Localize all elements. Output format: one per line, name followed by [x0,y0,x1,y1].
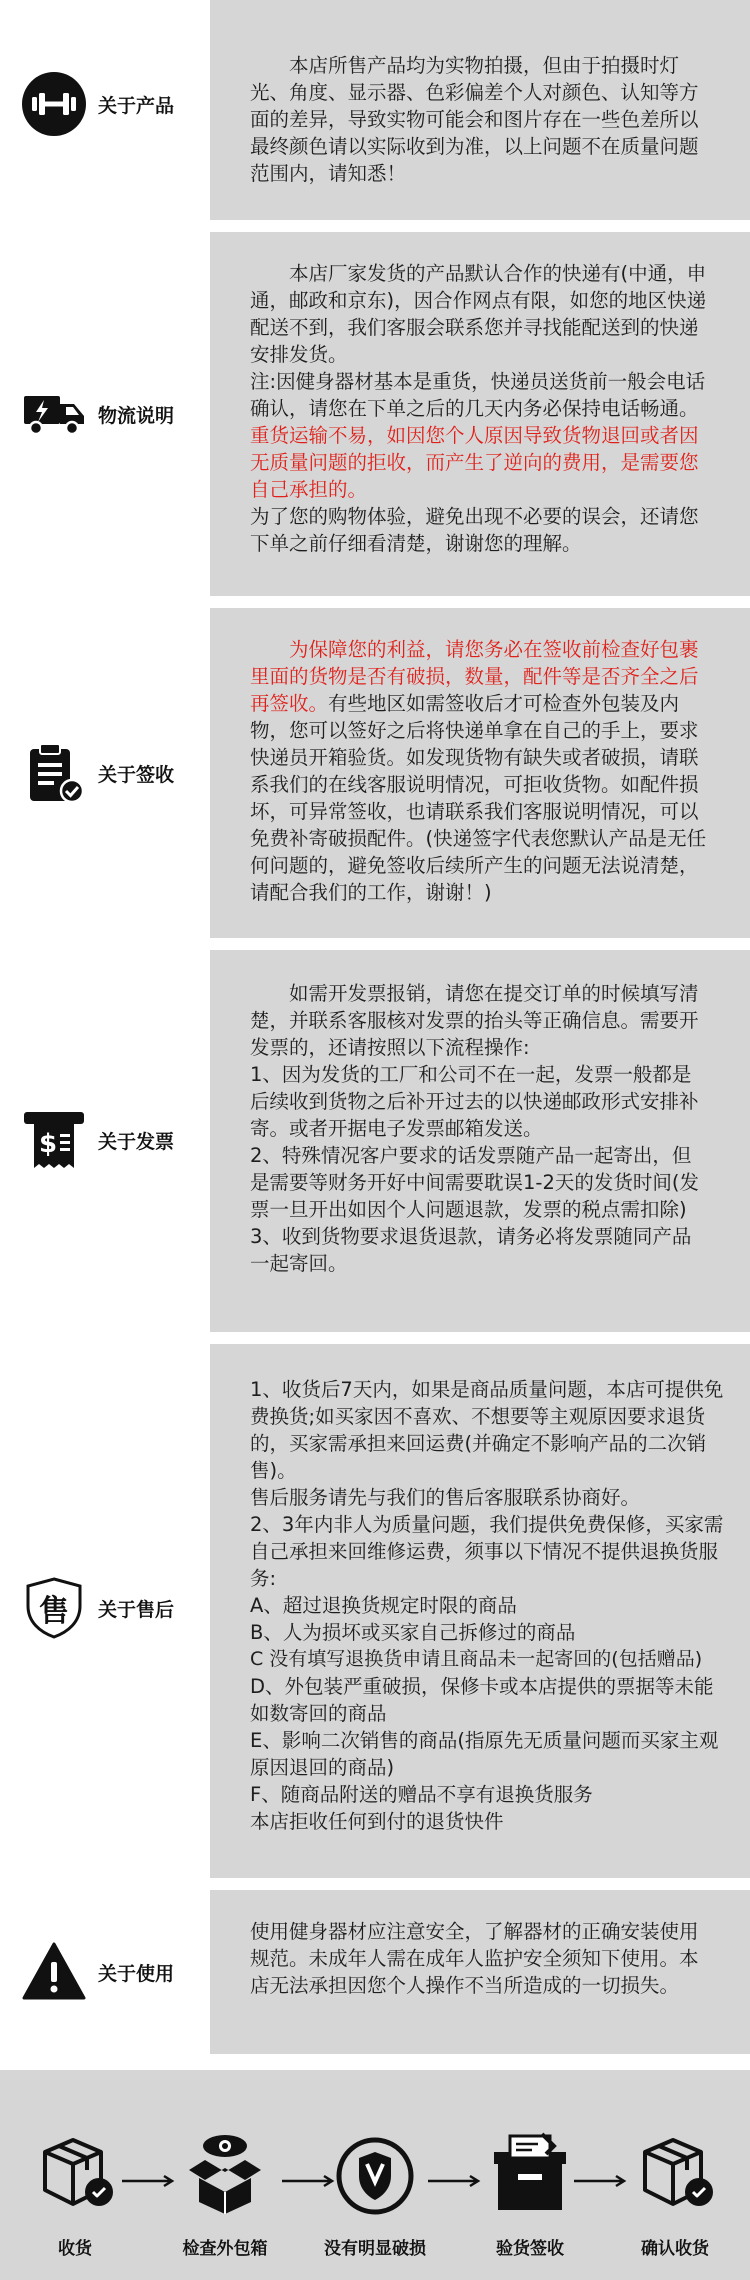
flow-step-inspect-sign [455,2130,605,2259]
paragraph: C 没有填写退换货申请且商品未一起寄回的(包括赠品) [250,1648,703,1670]
paragraph: A、超过退换货规定时限的商品 [250,1594,517,1617]
section-invoice [0,950,750,1332]
flow-step-inspect-box [150,2130,300,2259]
paragraph: E、影响二次销售的商品(指原先无质量问题而买家主观原因退回的商品) [250,1729,719,1779]
paragraph: 本店拒收任何到付的退货快件 [250,1810,504,1833]
section-label [22,1940,202,2004]
paragraph: 为了您的购物体验，避免出现不必要的误会，还请您下单之前仔细看清楚，谢谢您的理解。 [250,505,699,555]
highlight-text: 重货运输不易，如因您个人原因导致货物退回或者因无质量问题的拒收，而产生了逆向的费用，是需要您自己承担的。 [250,424,699,501]
paragraph: F、随商品附送的赠品不享有退换货服务 [250,1783,593,1806]
paragraph: 本店厂家发货的产品默认合作的快递有(中通，申通，邮政和京东)，因合作网点有限，如您的地区快递配送不到，我们客服会联系您并寻找能配送到的快递安排发货。 [250,262,707,366]
paragraph: 如需开发票报销，请您在提交订单的时候填写清楚，并联系客服核对发票的抬头等正确信息。需要开发票的，还请按照以下流程操作: [250,982,699,1059]
section-content [210,232,750,596]
section-signing [0,608,750,938]
section-product [0,0,750,220]
paragraph: 使用健身器材应注意安全，了解器材的正确安装使用规范。未成年人需在成年人监护安全须知下使用。本店无法承担因您个人操作不当所造成的一切损失。 [250,1920,699,1997]
clipboard-check-icon [22,741,86,805]
paragraph: 1、因为发货的工厂和公司不在一起，发票一般都是后续收到货物之后补开过去的以快递邮政形式安排补寄。或者开据电子发票邮箱发送。 [250,1063,699,1140]
paragraph-text: 注:因健身器材基本是重货，快递员送货前一般会电话确认，请您在下单之后的几天内务必保持电话畅通。 [250,370,706,420]
paragraph: 2、特殊情况客户要求的话发票随产品一起寄出，但是需要等财务开好中间需要耽误1-2天的发货时间(发票一旦开出如因个人问题退款，发票的税点需扣除) [250,1144,699,1221]
after-sale-shield-icon [22,1576,86,1640]
flow-step-confirm [600,2130,750,2259]
flow-step-label: 收货 [58,2239,92,2259]
section-label [22,1108,202,1172]
paragraph: 2、3年内非人为质量问题，我们提供免费保修，买家需自己承担来回维修运费，须事以下情况不提供退换货服务: [250,1513,724,1590]
section-label [22,72,202,136]
box-sign-icon [480,2130,580,2220]
receipt-flow [0,2070,750,2280]
paragraph: 1、收货后7天内，如果是商品质量问题，本店可提供免费换货;如买家因不喜欢、不想要等主观原因要求退货的，买家需承担来回运费(并确定不影响产品的二次销售)。 [250,1378,724,1482]
section-label [22,741,202,805]
section-title: 关于使用 [98,1962,175,1985]
paragraph: 3、收到货物要求退货退款，请务必将发票随同产品一起寄回。 [250,1225,692,1275]
shield-circle-icon [325,2130,425,2220]
svg-text:$: $ [38,1129,58,1159]
paragraph [250,368,710,503]
section-label [22,382,202,446]
section-title: 关于产品 [98,94,175,117]
paragraph: 售后服务请先与我们的售后客服联系协商好。 [250,1486,641,1509]
section-content [210,0,750,220]
warning-icon [22,1940,86,2004]
paragraph: D、外包装严重破损，保修卡或本店提供的票据等未能如数寄回的商品 [250,1675,714,1725]
section-content [210,1344,750,1878]
paragraph [250,636,710,906]
flow-step-no-damage [300,2130,450,2259]
flow-step-receive [0,2130,150,2259]
paragraph: 本店所售产品均为实物拍摄，但由于拍摄时灯光、角度、显示器、色彩偏差个人对颜色、认知等方面的差异，导致实物可能会和图片存在一些色差所以最终颜色请以实际收到为准，以上问题不在质量问题范围内，请知悉！ [250,54,699,185]
icon-glyph: 售 [39,1594,69,1629]
dumbbell-icon [22,72,86,136]
section-title: 关于签收 [98,763,175,786]
section-title: 关于发票 [98,1130,175,1153]
section-content [210,608,750,938]
section-after-sale [0,1344,750,1878]
flow-step-label: 确认收货 [641,2239,709,2259]
box-eye-icon [175,2130,275,2220]
section-title: 物流说明 [98,404,175,427]
flow-step-label: 检查外包箱 [182,2239,268,2259]
paragraph: B、人为损坏或买家自己拆修过的商品 [250,1621,576,1644]
section-title: 关于售后 [98,1598,175,1621]
receipt-icon [22,1108,86,1172]
delivery-truck-icon [22,382,86,446]
section-logistics [0,232,750,596]
flow-step-label: 验货签收 [496,2239,564,2259]
box-check-icon [25,2130,125,2220]
flow-step-label: 没有明显破损 [324,2239,426,2259]
box-confirm-icon [625,2130,725,2220]
paragraph-text: 有些地区如需签收后才可检查外包装及内物，您可以签好之后将快递单拿在自己的手上，要求快递员开箱验货。如发现货物有缺失或者破损，请联系我们的在线客服说明情况，可拒收货物。如配件损坏，可异常签收，也请联系我们客服说明情况，可以免费补寄破损配件。(快递签字代表您默认产品是无任何问题的，避免签收后续所产生的问题无法说清楚，请配合我们的工作，谢谢！) [250,692,707,904]
section-label [22,1576,202,1640]
section-usage [0,1890,750,2054]
section-content [210,950,750,1332]
highlight-text: 为保障您的利益，请您务必在签收前检查好包裹里面的货物是否有破损，数量，配件等是否齐全之后再签收。 [250,638,699,715]
section-content [210,1890,750,2054]
